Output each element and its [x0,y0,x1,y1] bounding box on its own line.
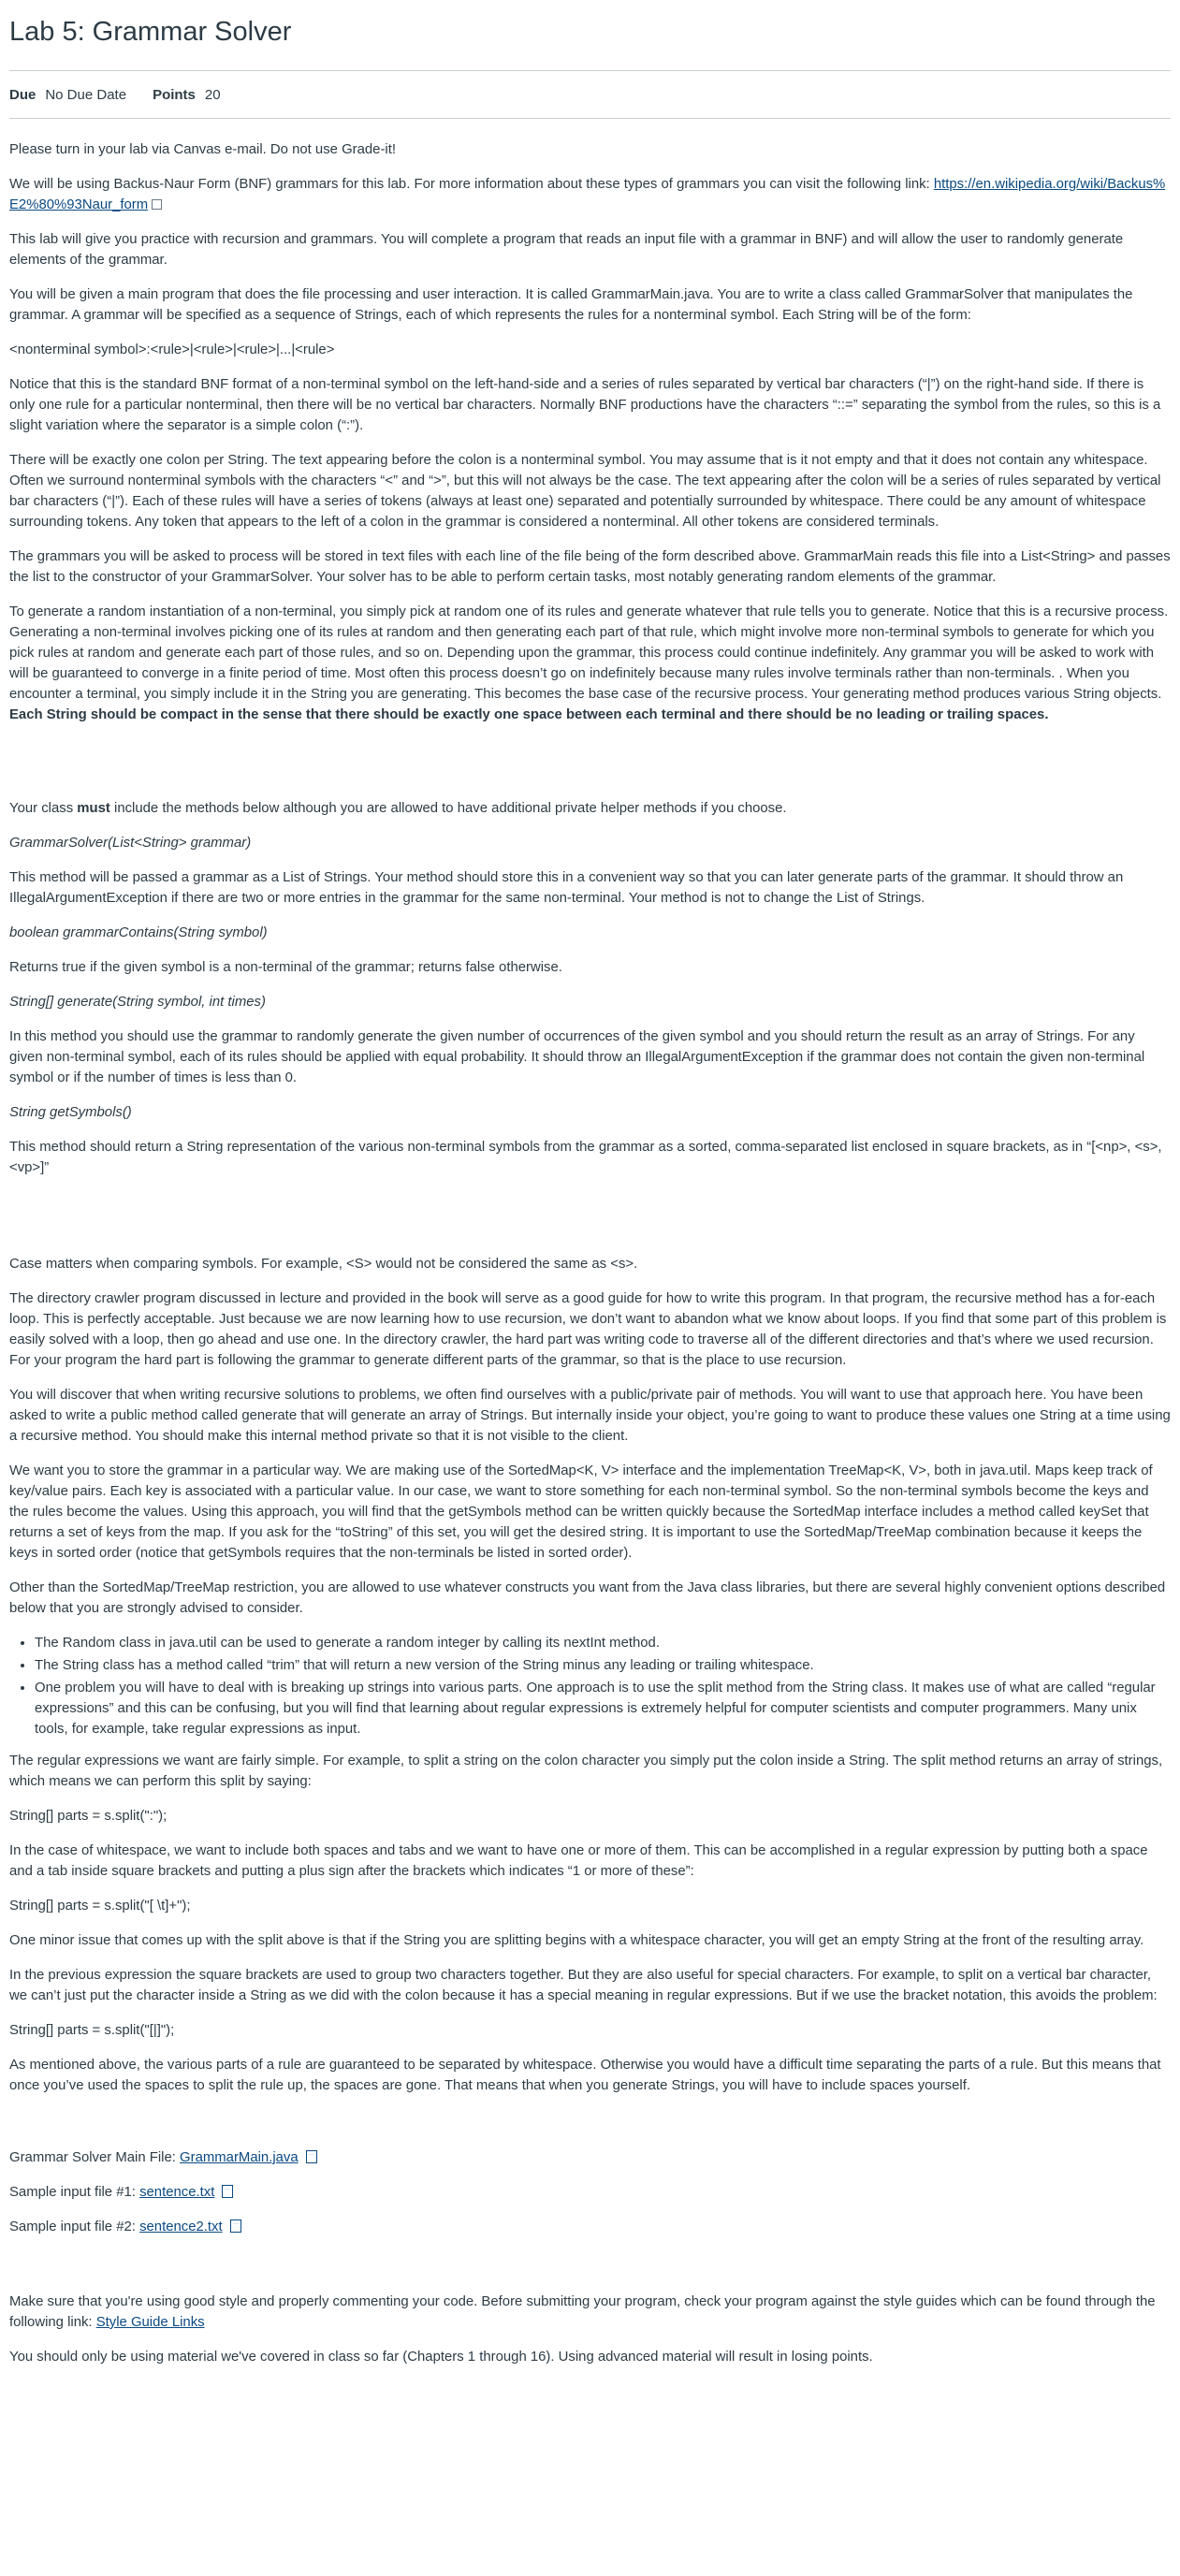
assignment-description [9,119,1171,2367]
list-item: • One problem you will have to deal with is breaking up strings into various parts. One approach is to use the split method from the String class. It makes use of what are called “regular expressions” and this can be confusing, but you will find that learning about regular expressions is extremely helpful for computer scientists and computer programmers. Many unix tools, for example, take regular expressions as input. [35,1678,1171,1739]
file-entry: Grammar Solver Main File: GrammarMain.java [9,2147,1171,2168]
due-info: Due No Due Date [9,86,127,103]
page-title: Lab 5: Grammar Solver [9,17,292,47]
paragraph: We want you to store the grammar in a particular way. We are making use of the SortedMap<K, V> interface and the implementation TreeMap<K, V>, both in java.util. Maps keep track of key/value pairs. Each key is associated with a particular value. In our case, we want to store something for each non-terminal symbol. So the non-terminal symbols become the keys and the rules become the values. Using this approach, you will find that the getSymbols method can be written quickly because the SortedMap interface includes a method called keySet that returns a set of keys from the map. If you ask for the “toString” of this set, you will get the desired string. It is important to use the SortedMap/TreeMap combination because it keeps the keys in sorted order (notice that getSymbols requires that the non-terminals be listed in sorted order). [9,1463,1153,1561]
method-signature: GrammarSolver(List<String> grammar) [9,836,252,851]
bnf-wikipedia-link[interactable]: https://en.wikipedia.org/wiki/Backus%E2%80%93Naur_form [9,177,1166,212]
method-signature: boolean grammarContains(String symbol) [9,925,268,940]
paragraph: Notice that this is the standard BNF format of a non-terminal symbol on the left-hand-side and a series of rules separated by vertical bar characters (“|”) on the right-hand side. If there is only one rule for a particular nonterminal, then there will be no vertical bar characters. Normally BNF productions have the characters “::=” separating the symbol from the rules, so this is a slight variation where the separator is a simple colon (“:”). [9,377,1161,433]
paragraph: The directory crawler program discussed in lecture and provided in the book will serve as a good guide for how to write this program. In that program, the recursive method has a for-each loop. This is perfectly acceptable. Just because we are now learning how to use recursion, we don’t want to abandon what we know about loops. If you find that some part of this problem is easily solved with a loop, then go ahead and use one. In the directory crawler, the hard part was writing code to traverse all of the different directories and that’s where we used recursion. For your program the hard part is following the grammar to generate different parts of the grammar, so that is the place to use recursion. [9,1291,1167,1368]
file-preview-icon[interactable] [230,2219,241,2233]
paragraph: This lab will give you practice with recursion and grammars. You will complete a program that reads an input file with a grammar in BNF) and will allow the user to randomly generate elements of the grammar. [9,232,1124,268]
method-description: This method will be passed a grammar as a List of Strings. Your method should store this in a convenient way so that you can later generate parts of the grammar. It should throw an IllegalArgumentException if there are two or more entries in the grammar for the same non-terminal. Your method is not to change the List of Strings. [9,870,1124,906]
paragraph: Please turn in your lab via Canvas e-mail. Do not use Grade-it! [9,142,396,157]
tips-list [9,1633,1171,1739]
external-link-icon [152,199,162,210]
paragraph: <nonterminal symbol>:<rule>|<rule>|<rule>|...|<rule> [9,342,335,357]
file-preview-icon[interactable] [306,2150,317,2163]
file-preview-icon[interactable] [222,2185,233,2198]
list-item: • The Random class in java.util can be used to generate a random integer by calling its nextInt method. [35,1633,1171,1653]
code-line: String[] parts = s.split("[ \t]+"); [9,1899,191,1914]
code-line: String[] parts = s.split(":"); [9,1809,168,1824]
paragraph: You will be given a main program that does the file processing and user interaction. It is called GrammarMain.java. You are to write a class called GrammarSolver that manipulates the grammar. A grammar will be specified as a sequence of Strings, each of which represents the rules for a nonterminal symbol. Each String will be of the form: [9,287,1133,323]
list-item: • The String class has a method called “trim” that will return a new version of the String minus any leading or trailing whitespace. [35,1655,1171,1676]
paragraph: To generate a random instantiation of a non-terminal, you simply pick at random one of its rules and generate whatever that rule tells you to generate. Notice that this is a recursive process. Generating a non-terminal involves picking one of its rules at random and then generating each part of that rule, which might involve more non-terminal symbols to generate for which you pick rules at random and generate each part of those rules, and so on. Depending upon the grammar, this process could continue indefinitely. Any grammar you will be asked to work with will be guaranteed to converge in a finite period of time. Most often this process doesn’t go on indefinitely because many rules involve terminals rather than non-terminals. . When you encounter a terminal, you simply include it in the String you are generating. This becomes the base case of the recursive process. Your generating method produces various String objects. Each String should be compact in the sense that there should be exactly one space between each terminal and there should be no leading or trailing spaces. [9,604,1169,722]
method-description: Returns true if the given symbol is a non-terminal of the grammar; returns false otherwise. [9,960,562,975]
method-description: This method should return a String representation of the various non-terminal symbols from the grammar as a sorted, comma-separated list enclosed in square brackets, as in “[<np>, <s>, <vp>]” [9,1140,1162,1175]
paragraph: Case matters when comparing symbols. For example, <S> would not be considered the same as <s>. [9,1257,638,1272]
code-line: String[] parts = s.split("[|]"); [9,2023,175,2038]
paragraph: Make sure that you're using good style and properly commenting your code. Before submitting your program, check your program against the style guides which can be found through the following link: Style Guide Links [9,2294,1156,2330]
paragraph: In the previous expression the square brackets are used to group two characters together. But they are also useful for special characters. For example, to split on a vertical bar character, we can’t just put the character inside a String as we did with the colon because it has a special meaning in regular expressions. But if we use the bracket notation, this avoids the problem: [9,1968,1158,2003]
paragraph: One minor issue that comes up with the split above is that if the String you are splitting begins with a whitespace character, you will get an empty String at the front of the resulting array. [9,1933,1144,1948]
sentence2-file-link[interactable]: sentence2.txt [139,2219,223,2234]
paragraph: You should only be using material we've covered in class so far (Chapters 1 through 16). Using advanced material will result in losing points. [9,2350,873,2365]
assignment-details [9,71,1171,118]
paragraph: In the case of whitespace, we want to include both spaces and tabs and we want to have one or more of them. This can be accomplished in a regular expression by putting both a space and a tab inside square brackets and putting a plus sign after the brackets which indicates “1 or more of these”: [9,1843,1148,1879]
paragraph: You will discover that when writing recursive solutions to problems, we often find ourselves with a public/private pair of methods. You will want to use that approach here. You have been asked to write a public method called generate that will generate an array of Strings. But internally inside your object, you’re going to want to produce these values one String at a time using a recursive method. You should make this internal method private so that it is not visible to the client. [9,1388,1171,1444]
style-guide-link[interactable]: Style Guide Links [95,2315,205,2330]
points-info: Points 20 [153,86,221,103]
file-entry: Sample input file #1: sentence.txt [9,2182,1171,2203]
method-description: In this method you should use the grammar to randomly generate the given number of occurrences of the given symbol and you should return the result as an array of Strings. For any given non-terminal symbol, each of its rules should be applied with equal probability. It should throw an IllegalArgumentException if the grammar does not contain the given non-terminal symbol or if the number of times is less than 0. [9,1029,1145,1085]
method-signature: String[] generate(String symbol, int times) [9,995,266,1010]
paragraph: We will be using Backus-Naur Form (BNF) grammars for this lab. For more information about these types of grammars you can visit the following link: https://en.wikipedia.org/wiki/Backus%E2%80%93Naur_form [9,177,1166,212]
paragraph: As mentioned above, the various parts of a rule are guaranteed to be separated by whitespace. Otherwise you would have a difficult time separating the parts of a rule. But this means that once you’ve used the spaces to split the rule up, the spaces are gone. That means that when you generate Strings, you will have to include spaces yourself. [9,2058,1161,2093]
paragraph: The regular expressions we want are fairly simple. For example, to split a string on the colon character you simply put the colon inside a String. The split method returns an array of strings, which means we can perform this split by saying: [9,1754,1163,1789]
method-signature: String getSymbols() [9,1105,132,1120]
paragraph: There will be exactly one colon per String. The text appearing before the colon is a nonterminal symbol. You may assume that is it not empty and that it does not contain any whitespace. Often we surround nonterminal symbols with the characters “<” and “>”, but this will not always be the case. The text appearing after the colon will be a series of rules separated by vertical bar characters (“|”). Each of these rules will have a series of tokens (always at least one) separated and potentially surrounded by whitespace. There could be any amount of whitespace surrounding tokens. Any token that appears to the left of a colon in the grammar is considered a nonterminal. All other tokens are considered terminals. [9,453,1161,530]
grammarmain-file-link[interactable]: GrammarMain.java [180,2150,299,2165]
file-entry: Sample input file #2: sentence2.txt [9,2217,1171,2237]
paragraph: The grammars you will be asked to process will be stored in text files with each line of the file being of the form described above. GrammarMain reads this file into a List<String> and passes the list to the constructor of your GrammarSolver. Your solver has to be able to perform certain tasks, most notably generating random elements of the grammar. [9,549,1171,585]
paragraph: Other than the SortedMap/TreeMap restriction, you are allowed to use whatever constructs you want from the Java class libraries, but there are several highly convenient options described below that you are strongly advised to consider. [9,1580,1166,1616]
paragraph: Your class must include the methods below although you are allowed to have additional private helper methods if you choose. [9,801,787,816]
sentence-file-link[interactable]: sentence.txt [139,2185,215,2200]
